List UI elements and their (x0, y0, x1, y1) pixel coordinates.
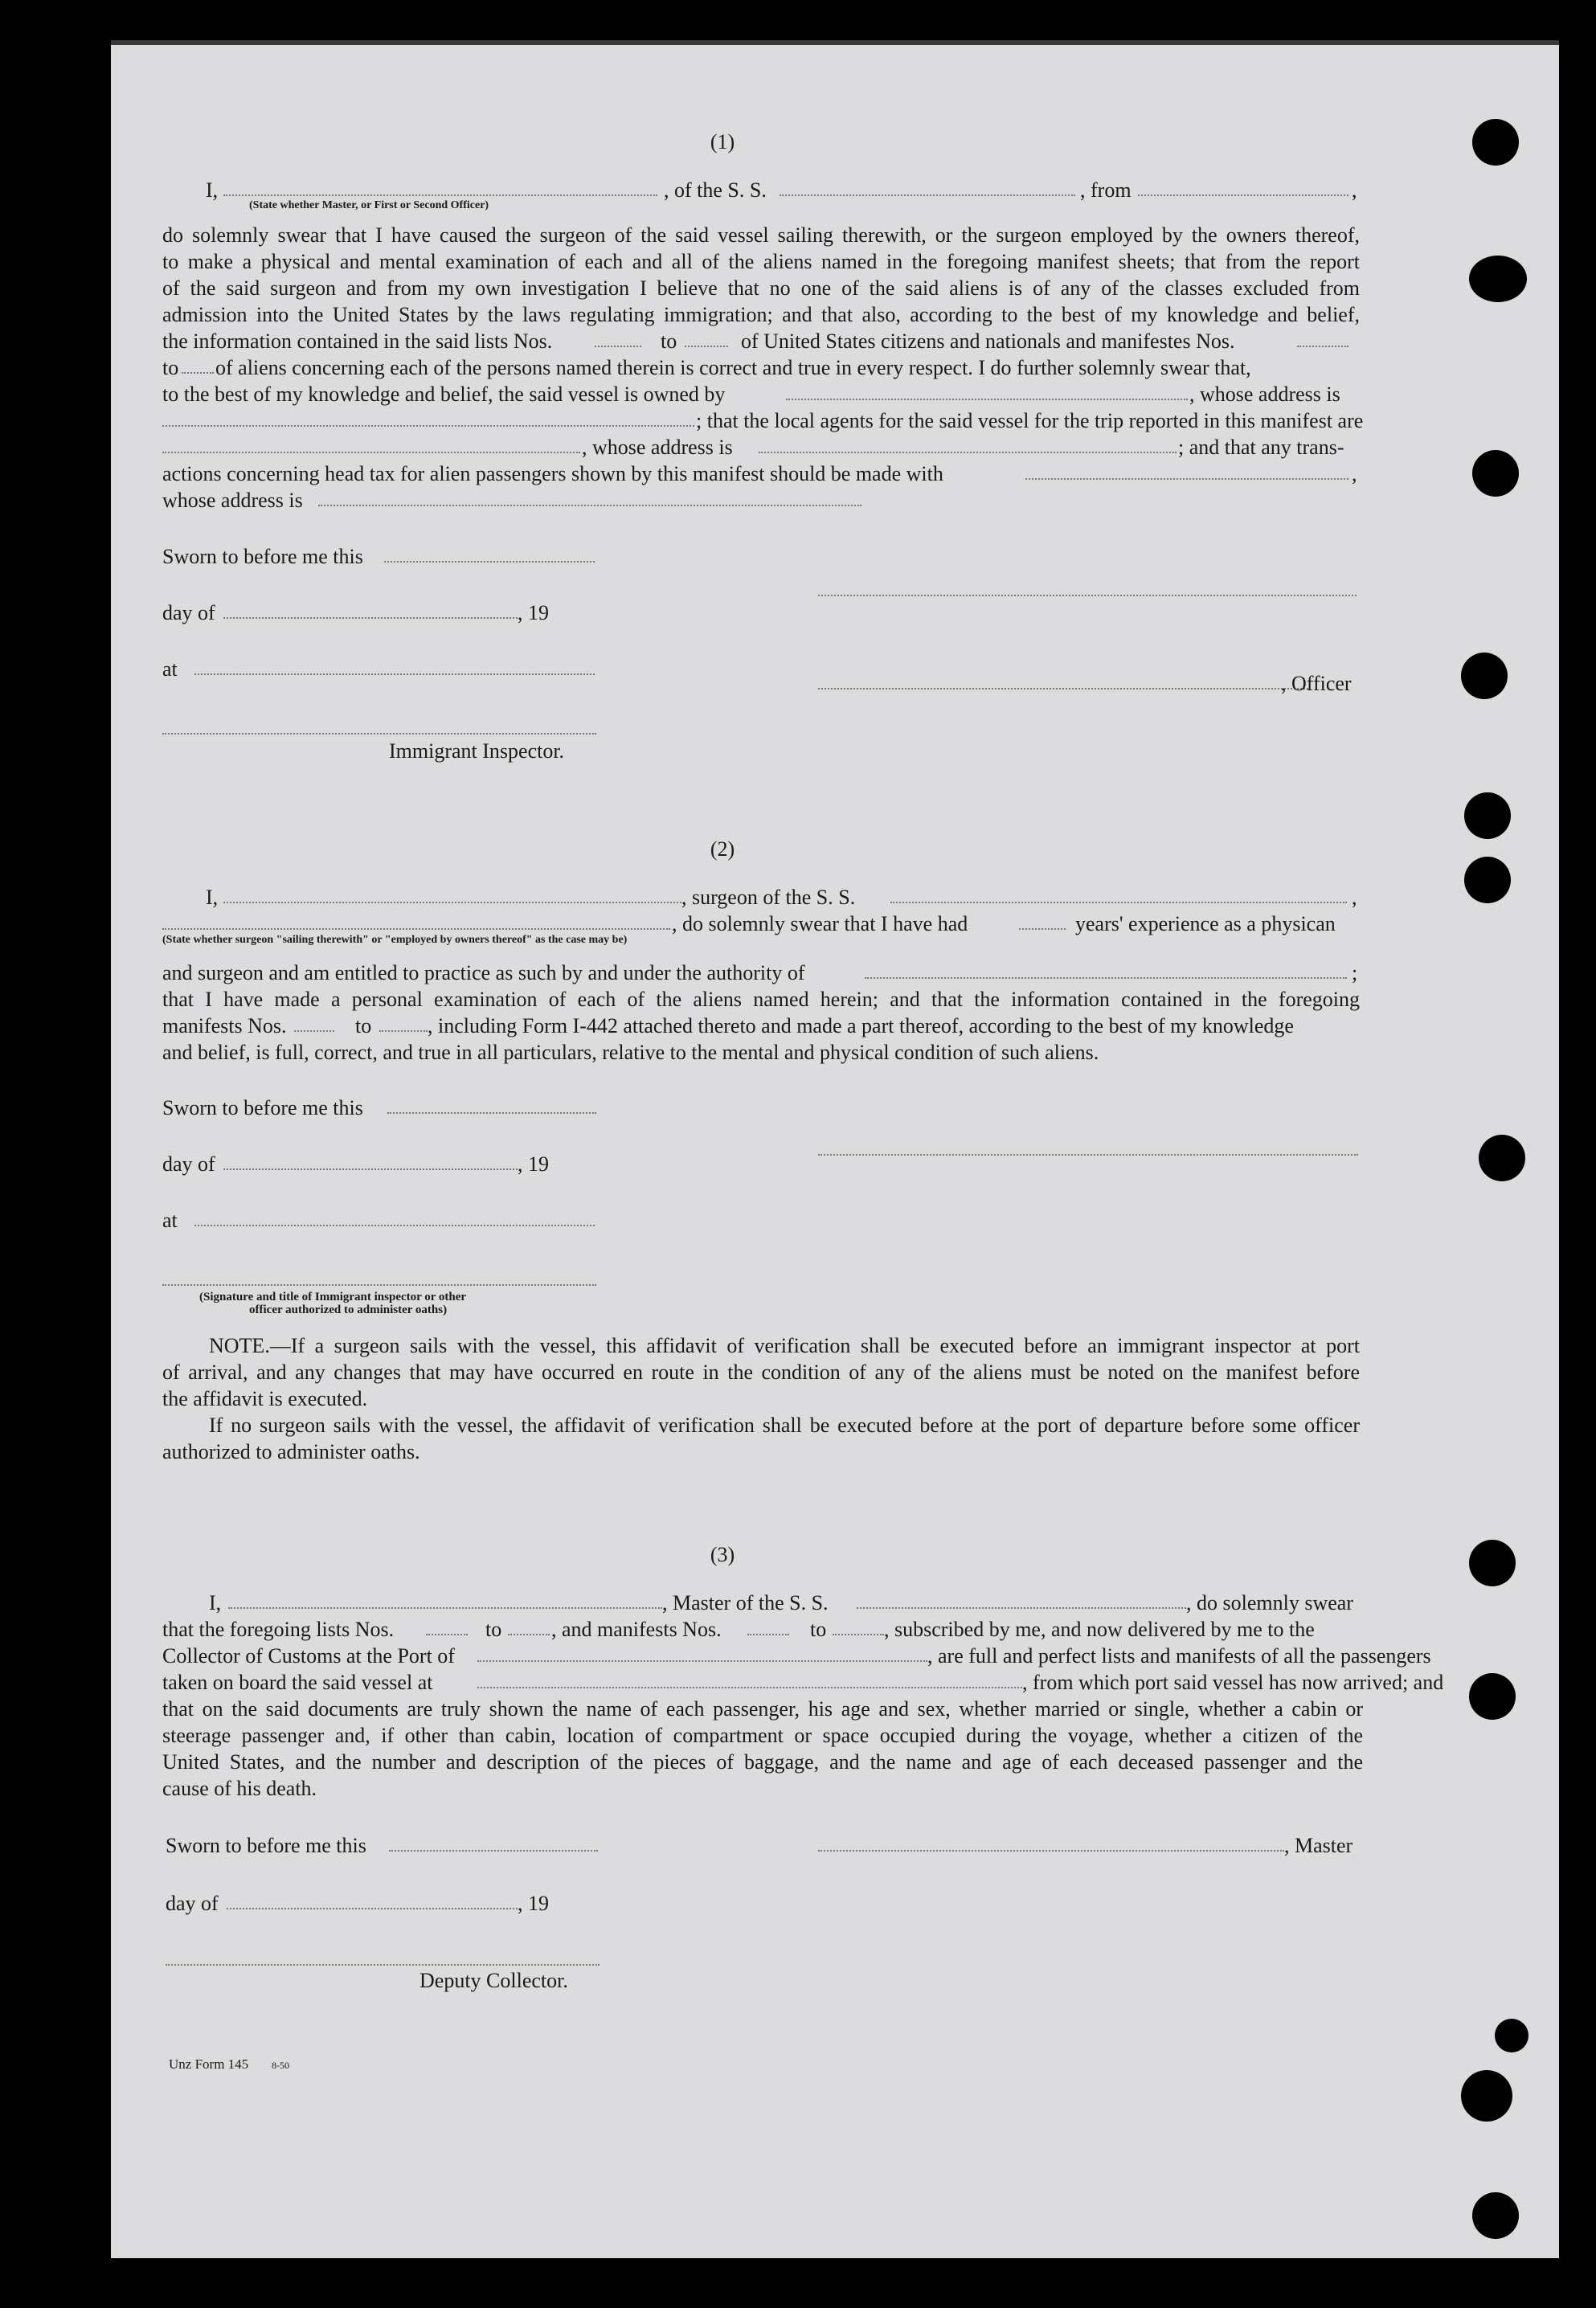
s2-note-p5: authorized to administer oaths. (162, 1440, 420, 1463)
binder-hole (1469, 1673, 1516, 1720)
binder-hole (1461, 2070, 1512, 2122)
s2-p4: and belief, is full, correct, and true in all particulars, relative to the mental and physical condition of such aliens. (162, 1041, 1099, 1064)
s1-manifests-line (1297, 346, 1348, 347)
s1-agents-address-line (759, 452, 1177, 453)
s1-owner-line (786, 399, 1188, 400)
s3-l1c: , do solemnly swear (1186, 1591, 1353, 1614)
section-2-number: (2) (710, 837, 735, 861)
s3-deputy-label: Deputy Collector. (419, 1969, 568, 1992)
s3-i-label: I, (209, 1591, 222, 1614)
s1-p11: whose address is (162, 489, 303, 512)
s2-p3c: , including Form I-442 attached thereto and made a part thereof, according to the best of my knowledge (428, 1014, 1294, 1037)
s2-i-label: I, (206, 886, 219, 909)
section-3-number: (3) (710, 1543, 735, 1566)
s1-lists-to-line (685, 346, 728, 347)
s2-signature-line (818, 1154, 1358, 1156)
s1-inspector-line (162, 733, 596, 735)
form-number: Unz Form 145 (169, 2056, 249, 2072)
binder-hole (1464, 792, 1511, 839)
s1-officer-label: , Officer (1281, 672, 1352, 695)
s3-l2d: to (810, 1618, 827, 1641)
s3-master-label: , Master (1284, 1834, 1353, 1857)
s2-note-p1: NOTE.—If a surgeon sails with the vessel, this affidavit of verification shall be executed before an immigrant inspector at port (209, 1334, 1360, 1357)
s3-l2b: to (485, 1618, 502, 1641)
binder-hole (1464, 857, 1511, 903)
s2-sailing-line (162, 928, 670, 930)
s2-note-p3: the affidavit is executed. (162, 1387, 368, 1410)
s1-day-of: day of (162, 601, 215, 624)
s1-from-line (1138, 194, 1348, 196)
s1-p7b: , whose address is (1189, 383, 1340, 406)
s3-day-line (227, 1908, 518, 1909)
s3-lists-to-line (508, 1634, 550, 1635)
binder-hole (1461, 653, 1508, 699)
s3-day-of: day of (166, 1892, 219, 1915)
binder-hole (1495, 2019, 1528, 2052)
binder-hole (1472, 119, 1519, 166)
s1-comma: , (1352, 178, 1357, 202)
s2-surgeon-line (223, 902, 681, 903)
s2-at-line (194, 1225, 595, 1226)
s3-l2c: , and manifests Nos. (551, 1618, 722, 1641)
s1-para-3: of the said surgeon and from my own investigation I believe that no one of the said aliens is of any of the classes excluded from (162, 276, 1360, 300)
s2-p3a: manifests Nos. (162, 1014, 287, 1037)
s1-para-4: admission into the United States by the laws regulating immigration; and that also, according to the best of my knowledge and belief, (162, 303, 1360, 326)
s2-inspector-line (162, 1284, 596, 1286)
s2-p3b: to (355, 1014, 372, 1037)
s2-p1: and surgeon and am entitled to practice as such by and under the authority of (162, 961, 805, 984)
s2-note: (State whether surgeon "sailing therewith" or "employed by owners thereof" as the case may be) (162, 934, 628, 946)
s1-manifests-to-line (182, 372, 214, 374)
s1-p9a: , whose address is (582, 436, 733, 459)
s2-sworn-line (387, 1112, 596, 1114)
s3-l4b: , from which port said vessel has now arrived; and (1022, 1671, 1444, 1694)
s1-sworn-line (384, 561, 595, 563)
s1-p7a: to the best of my knowledge and belief, the said vessel is owned by (162, 383, 726, 406)
s2-l2a: , do solemnly swear that I have had (672, 912, 968, 935)
section-1-number: (1) (710, 130, 735, 153)
s1-i-label: I, (206, 178, 219, 202)
s3-ship-line (857, 1607, 1186, 1609)
s1-owner-address-line (162, 425, 694, 427)
s1-p5a: the information contained in the said lists Nos. (162, 329, 553, 353)
s3-l2a: that the foregoing lists Nos. (162, 1618, 395, 1641)
s2-surgeon-of-ss: , surgeon of the S. S. (681, 886, 856, 909)
s3-l2e: , subscribed by me, and now delivered by me to the (884, 1618, 1315, 1641)
s2-p1-end: ; (1352, 961, 1358, 984)
s2-authority-line (865, 977, 1347, 979)
s1-from-label: , from (1080, 178, 1132, 202)
s1-day-line (223, 617, 518, 619)
s2-sig-note-1: (Signature and title of Immigrant inspector or other (199, 1291, 467, 1303)
s3-l5: that on the said documents are truly shown the name of each passenger, his age and sex, whether married or single, whether a cabin or (162, 1697, 1363, 1721)
s1-officer-note: (State whether Master, or First or Second Officer) (249, 199, 489, 211)
s3-l8: cause of his death. (162, 1777, 317, 1800)
s1-agents-line (162, 452, 580, 453)
s3-year: , 19 (518, 1892, 549, 1915)
s2-ship-line (890, 902, 1347, 903)
s3-lists-from-line (426, 1634, 468, 1635)
s2-manifests-from-line (294, 1030, 334, 1032)
s1-officer-line (223, 194, 657, 196)
binder-hole (1469, 1540, 1516, 1586)
s2-at: at (162, 1209, 178, 1232)
s3-manifests-to-line (833, 1634, 884, 1635)
s2-day-line (223, 1168, 518, 1170)
s2-note-p2: of arrival, and any changes that may have occurred en route in the condition of any of the aliens must be noted on the manifest before (162, 1361, 1360, 1384)
s3-l3a: Collector of Customs at the Port of (162, 1644, 455, 1668)
s3-master-sign-line (818, 1850, 1284, 1852)
binder-hole (1479, 1135, 1525, 1181)
s1-headtax-address-line (318, 505, 861, 506)
s3-port-line (477, 1660, 927, 1662)
s3-master-of-ss: , Master of the S. S. (662, 1591, 829, 1614)
s2-manifests-to-line (379, 1030, 428, 1032)
s3-l3b: , are full and perfect lists and manifests of all the passengers (927, 1644, 1431, 1668)
s1-sworn: Sworn to before me this (162, 545, 363, 568)
s2-l2b: years' experience as a physican (1075, 912, 1336, 935)
s1-ship-line (780, 194, 1075, 196)
s3-l6: steerage passenger and, if other than cabin, location of compartment or space occupied during the voyage, whether a citizen of the (162, 1724, 1363, 1747)
s2-sworn: Sworn to before me this (162, 1096, 363, 1119)
s2-year: , 19 (518, 1152, 549, 1176)
s1-officer-sign-line (818, 688, 1308, 690)
s3-l7: United States, and the number and description of the pieces of baggage, and the name and age of each deceased passenger and the (162, 1750, 1363, 1774)
s2-sig-note-2: officer authorized to administer oaths) (249, 1303, 448, 1316)
s1-p5b: to (661, 329, 677, 353)
s3-l4a: taken on board the said vessel at (162, 1671, 433, 1694)
binder-hole (1472, 450, 1519, 497)
s1-year: , 19 (518, 601, 549, 624)
s1-p9b: ; and that any trans- (1178, 436, 1344, 459)
manifest-page (111, 40, 1559, 2258)
s1-lists-from-line (595, 346, 641, 347)
s1-para-1: do solemnly swear that I have caused the surgeon of the said vessel sailing therewith, or the surgeon employed by the owners thereof, (162, 223, 1360, 247)
s3-manifests-from-line (747, 1634, 789, 1635)
s1-p6b: of aliens concerning each of the persons named therein is correct and true in every respect. I do further solemnly swear that, (215, 356, 1251, 379)
s1-p5c: of United States citizens and nationals and manifestes Nos. (741, 329, 1235, 353)
s2-years-line (1019, 928, 1066, 930)
binder-hole (1472, 2192, 1519, 2239)
s1-at: at (162, 657, 178, 681)
s1-inspector-label: Immigrant Inspector. (389, 739, 565, 763)
s1-p6a: to (162, 356, 179, 379)
s3-master-line (228, 1607, 662, 1609)
form-code: 8-50 (272, 2060, 289, 2071)
s2-comma: , (1352, 886, 1357, 909)
s1-signature-line (818, 595, 1357, 596)
s1-headtax-line (1025, 478, 1348, 480)
s3-sworn: Sworn to before me this (166, 1834, 366, 1857)
s1-p8: ; that the local agents for the said vessel for the trip reported in this manifest are (696, 409, 1364, 432)
s1-p10a: actions concerning head tax for alien passengers shown by this manifest should be made with (162, 462, 943, 485)
s3-deputy-line (166, 1964, 600, 1966)
s1-p10b: , (1352, 462, 1357, 485)
s2-p2: that I have made a personal examination of each of the aliens named herein; and that the information contained in the foregoing (162, 988, 1360, 1011)
s2-note-p4: If no surgeon sails with the vessel, the affidavit of verification shall be executed before at the port of departure before some officer (209, 1414, 1360, 1437)
s1-para-2: to make a physical and mental examination of each and all of the aliens named in the foregoing manifest sheets; that from the report (162, 250, 1360, 273)
binder-hole (1469, 256, 1527, 302)
s2-day-of: day of (162, 1152, 215, 1176)
s1-at-line (194, 673, 595, 675)
s1-of-ss-label: , of the S. S. (664, 178, 767, 202)
s3-boarded-at-line (477, 1687, 1022, 1688)
s3-sworn-line (389, 1850, 598, 1852)
